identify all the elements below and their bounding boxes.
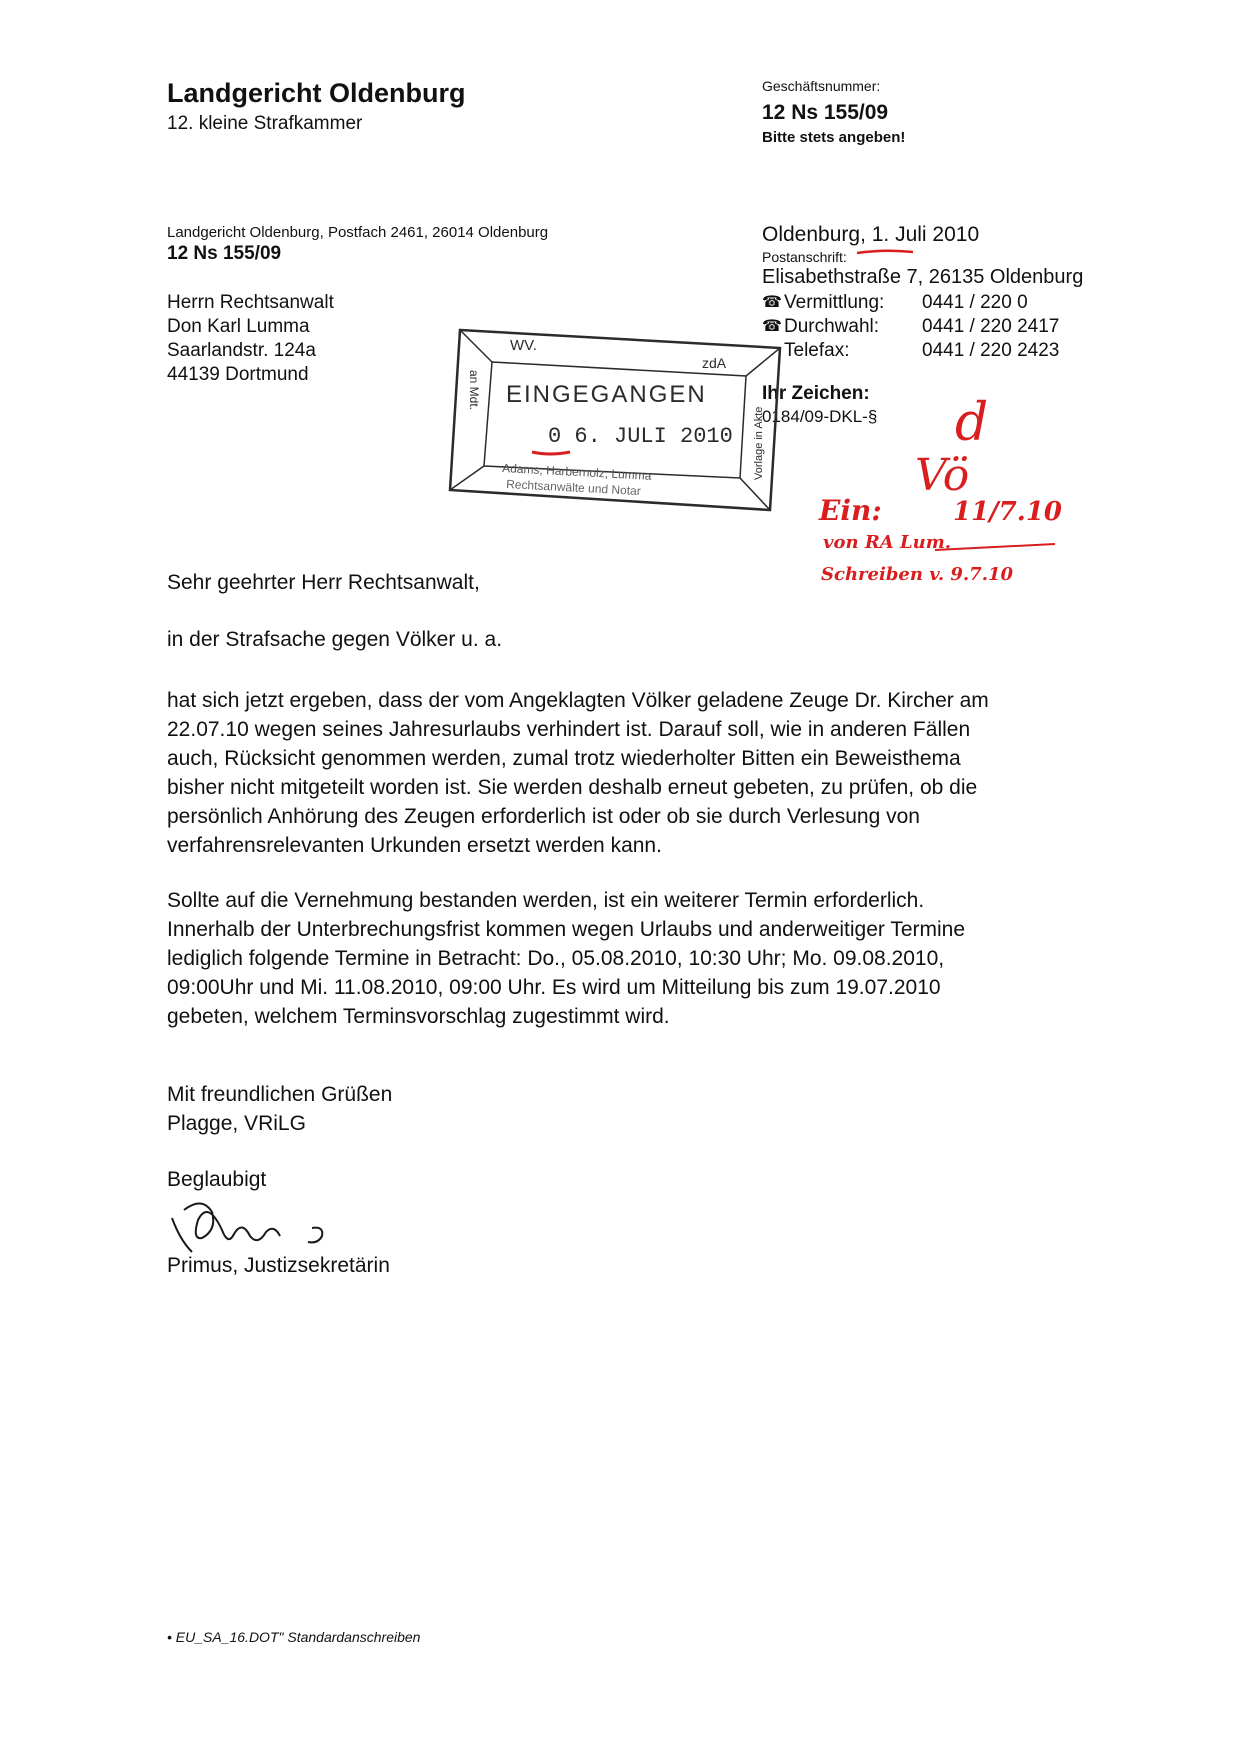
contact-label: Telefax: <box>784 340 850 361</box>
annotation-mark: d <box>955 393 989 453</box>
telephone-icon: ☎ <box>762 294 782 311</box>
stamp-date: 0 6. JULI 2010 <box>548 424 733 449</box>
received-stamp <box>440 320 800 520</box>
certified-label: Beglaubigt <box>167 1168 267 1191</box>
contact-value: 0441 / 220 0 <box>922 292 1028 313</box>
place-date: Oldenburg, 1. Juli 2010 <box>762 223 980 246</box>
closing-block <box>167 1080 392 1138</box>
paragraph-line: verfahrensrelevanten Urkunden ersetzt werden kann. <box>167 834 662 857</box>
body-paragraph <box>167 886 1167 1031</box>
recipient-line: Saarlandstr. 124a <box>167 340 316 361</box>
annotation-line: von RA Lum. <box>823 532 952 553</box>
template-footer: • EU_SA_16.DOT" Standardanschreiben <box>167 1629 421 1645</box>
stamp-left-label: an Mdt. <box>467 370 481 411</box>
stamp-firm-line: Rechtsanwälte und Notar <box>505 477 642 499</box>
contact-block <box>762 291 1059 363</box>
postal-address: Elisabethstraße 7, 26135 Oldenburg <box>762 266 1084 288</box>
case-number: 12 Ns 155/09 <box>762 101 889 124</box>
subject-line: in der Strafsache gegen Völker u. a. <box>167 628 503 651</box>
clerk-name: Primus, Justizsekretärin <box>167 1254 390 1277</box>
contact-value: 0441 / 220 2423 <box>922 340 1060 361</box>
closing-greeting: Mit freundlichen Grüßen <box>167 1083 393 1106</box>
your-reference: 0184/09-DKL-§ <box>762 407 878 426</box>
contact-value: 0441 / 220 2417 <box>922 316 1060 337</box>
your-reference-label: Ihr Zeichen: <box>762 383 870 404</box>
paragraph-line: 09:00Uhr und Mi. 11.08.2010, 09:00 Uhr. Es wird um Mitteilung bis zum 19.07.2010 <box>167 976 941 999</box>
paragraph-line: lediglich folgende Termine in Betracht: Do., 05.08.2010, 10:30 Uhr; Mo. 09.08.2010, <box>167 947 945 970</box>
stamp-firm-line: Adams, Harbernolz, Lumma <box>501 461 652 483</box>
paragraph-line: hat sich jetzt ergeben, dass der vom Angeklagten Völker geladene Zeuge Dr. Kircher am <box>167 689 989 712</box>
stamp-top-right-label: zdA <box>702 355 727 371</box>
signatory: Plagge, VRiLG <box>167 1112 306 1135</box>
paragraph-line: Sollte auf die Vernehmung bestanden werden, ist ein weiterer Termin erforderlich. <box>167 889 925 912</box>
court-name: Landgericht Oldenburg <box>167 78 466 108</box>
paragraph-line: gebeten, welchem Terminsvorschlag zugestimmt wird. <box>167 1005 670 1028</box>
chamber-name: 12. kleine Strafkammer <box>167 113 363 134</box>
contact-row <box>762 315 1059 339</box>
stamp-right-label: Vorlage in Akte <box>753 406 765 480</box>
annotation-initials: Vö <box>915 450 970 501</box>
salutation: Sehr geehrter Herr Rechtsanwalt, <box>167 571 480 594</box>
contact-row <box>762 291 1059 315</box>
paragraph-line: auch, Rücksicht genommen werden, zumal trotz wiederholter Bitten ein Beweisthema <box>167 747 961 770</box>
handwritten-annotation <box>815 380 1075 600</box>
recipient-address <box>167 291 334 387</box>
annotation-line: Ein: <box>819 494 882 527</box>
telephone-icon: ☎ <box>762 318 782 335</box>
contact-label: Durchwahl: <box>784 316 880 337</box>
sender-reference: 12 Ns 155/09 <box>167 243 282 264</box>
stamp-title: EINGEGANGEN <box>506 381 707 408</box>
paragraph-line: persönlich Anhörung des Zeugen erforderlich ist oder ob sie durch Verlesung von <box>167 805 920 828</box>
date-underline-mark <box>855 248 915 256</box>
recipient-line: 44139 Dortmund <box>167 364 309 385</box>
body-paragraph <box>167 686 1167 860</box>
stamp-top-label: WV. <box>510 337 537 354</box>
recipient-line: Don Karl Lumma <box>167 316 310 337</box>
contact-row <box>762 339 1059 363</box>
case-number-note: Bitte stets angeben! <box>762 129 906 146</box>
paragraph-line: Innerhalb der Unterbrechungsfrist kommen wegen Urlaubs und anderweitiger Termine <box>167 918 966 941</box>
return-address: Landgericht Oldenburg, Postfach 2461, 26014 Oldenburg <box>167 224 549 241</box>
paragraph-line: 22.07.10 wegen seines Jahresurlaubs verhindert ist. Darauf soll, wie in anderen Fällen <box>167 718 971 741</box>
contact-label: Vermittlung: <box>784 292 885 313</box>
postal-label: Postanschrift: <box>762 249 847 265</box>
annotation-date: 11/7.10 <box>953 497 1063 527</box>
case-number-label: Geschäftsnummer: <box>762 78 881 94</box>
paragraph-line: bisher nicht mitgeteilt worden ist. Sie werden deshalb erneut gebeten, zu prüfen, ob die <box>167 776 978 799</box>
annotation-line: Schreiben v. 9.7.10 <box>821 564 1014 585</box>
recipient-line: Herrn Rechtsanwalt <box>167 292 334 313</box>
